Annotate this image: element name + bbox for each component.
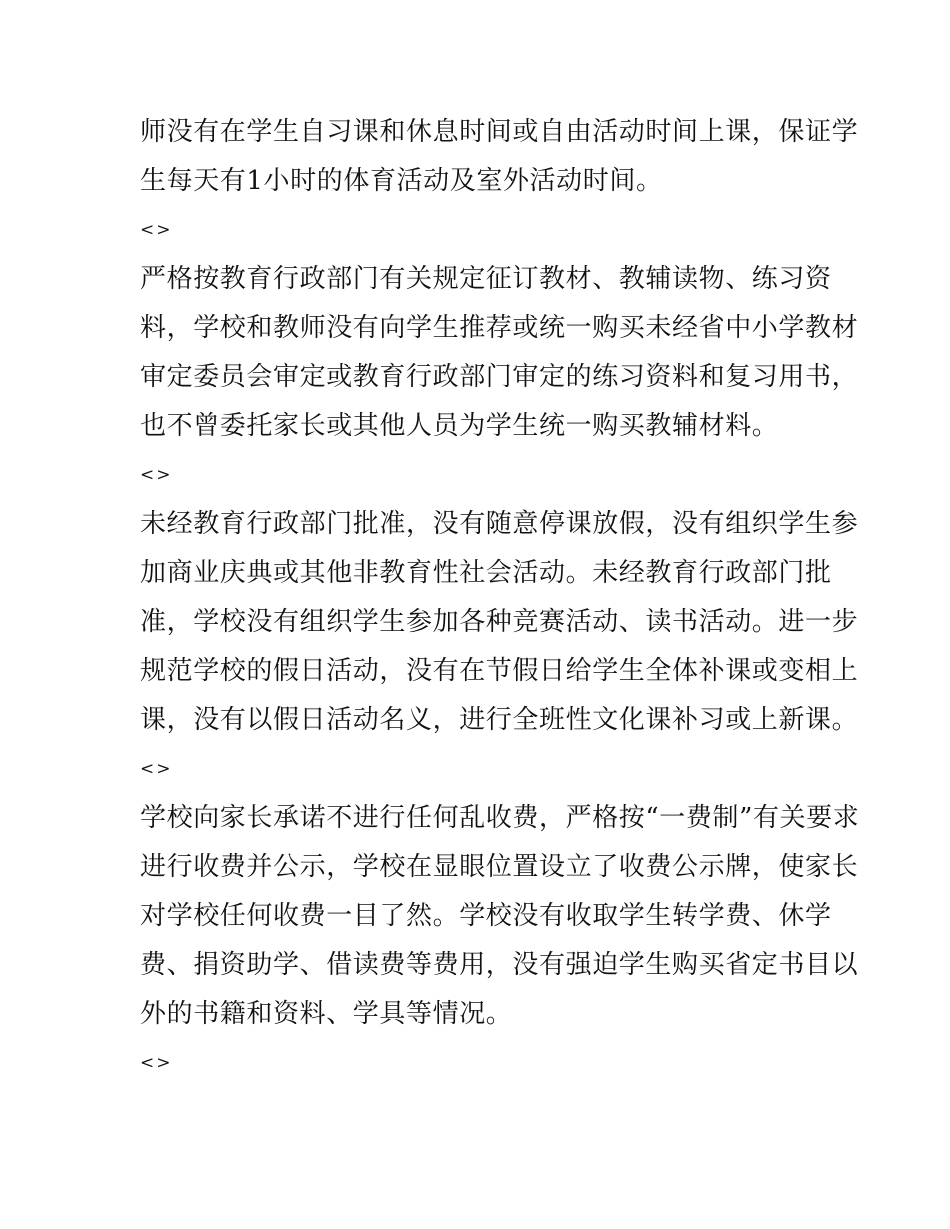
text-line: 师没有在学生自习课和休息时间或自由活动时间上课，保证学 (140, 117, 859, 147)
document-body (140, 108, 860, 1088)
paragraph-separator: <> (140, 220, 173, 240)
paragraph-separator: <> (140, 465, 173, 485)
text-line: 料，学校和教师没有向学生推荐或统一购买未经省中小学教材 (140, 313, 859, 343)
text-line: 审定委员会审定或教育行政部门审定的练习资料和复习用书， (140, 362, 859, 392)
paragraph-fees (140, 794, 860, 1039)
paragraph-class-schedule (140, 108, 859, 206)
paragraph-separator: <> (140, 1053, 173, 1073)
text-line: 对学校任何收费一目了然。学校没有收取学生转学费、休学 (140, 901, 832, 931)
text-line: 课，没有以假日活动名义，进行全班性文化课补习或上新课。 (140, 705, 859, 735)
text-line: 准，学校没有组织学生参加各种竞赛活动、读书活动。进一步 (140, 607, 859, 637)
text-line: 学校向家长承诺不进行任何乱收费，严格按“一费制”有关要求 (140, 803, 860, 833)
text-line: 未经教育行政部门批准，没有随意停课放假，没有组织学生参 (140, 509, 859, 539)
paragraph-teaching-materials (140, 255, 859, 451)
text-line: 加商业庆典或其他非教育性社会活动。未经教育行政部门批 (140, 558, 832, 588)
text-line: 规范学校的假日活动，没有在节假日给学生全体补课或变相上 (140, 656, 859, 686)
paragraph-holidays-activities (140, 500, 859, 745)
text-line: 也不曾委托家长或其他人员为学生统一购买教辅材料。 (140, 411, 779, 441)
text-line: 费、捐资助学、借读费等费用，没有强迫学生购买省定书目以 (140, 950, 859, 980)
text-line: 严格按教育行政部门有关规定征订教材、教辅读物、练习资 (140, 264, 832, 294)
text-line: 外的书籍和资料、学具等情况。 (140, 999, 513, 1029)
paragraph-separator: <> (140, 759, 173, 779)
text-line: 进行收费并公示，学校在显眼位置设立了收费公示牌，使家长 (140, 852, 859, 882)
text-line: 生每天有1小时的体育活动及室外活动时间。 (140, 166, 663, 196)
